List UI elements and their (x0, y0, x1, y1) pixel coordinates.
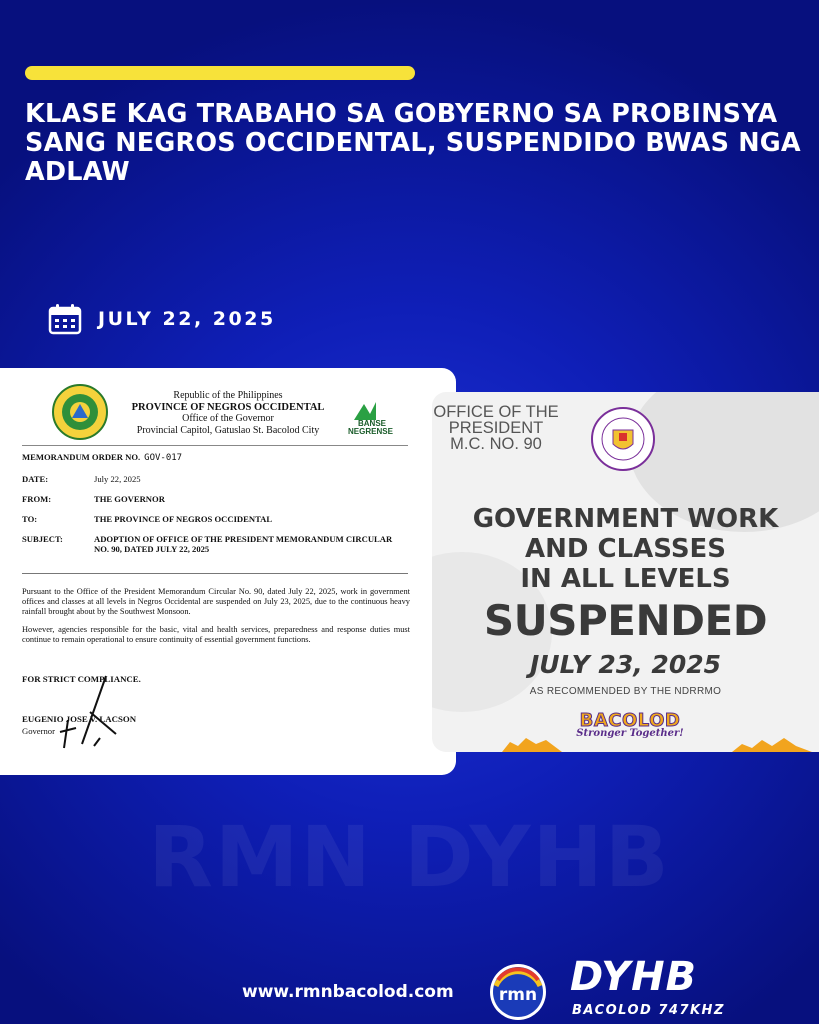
suspended-label: SUSPENDED (483, 596, 768, 645)
svg-text:NEGRENSE: NEGRENSE (348, 427, 393, 436)
website-link[interactable]: www.rmnbacolod.com (242, 982, 454, 1002)
accent-bar (25, 66, 415, 80)
date-row (48, 303, 276, 335)
recommendation-note: AS RECOMMENDED BY THE NDRRMO (529, 686, 722, 697)
calendar-icon (48, 303, 82, 335)
rmn-logo-icon (488, 962, 548, 1022)
address-line: Provincial Capitol, Gatuslao St. Bacolod City (136, 424, 320, 436)
memorandum-card: Republic of the Philippines PROVINCE OF NEGROS OCCIDENTAL Office of the Governor Provincial Capitol, Gatuslao St. Bacolod City BANSE NEGRENSE MEMORANDUM ORDER NO. GOV-017 DATE: July 22, 2025 FROM: THE GOVERNOR TO: THE PROVINCE OF NEGROS OCCIDENTAL SUBJECT: ADOPTION OF OFFICE OF THE PRESIDENT MEMORANDUM CIRCULAR NO. 90, DATED JULY 22, 2025 Pursuant to the Office of the President Memorandum Circular No. 90, dated July 22, 2025, work in government offices and classes at all levels in Negros Occidental are suspended on July 23, 2025, due to the continuous heavy rainfall brought about by the Southwest Monsoon. However, agencies responsible for the basic, vital and health services, preparedness and response duties must continue to remain operational to ensure continuity of essential government functions. FOR STRICT COMPLIANCE. EUGENIO JOSE V. LACSON Governor (0, 368, 456, 775)
signer-title: Governor (22, 726, 55, 736)
republic-line: Republic of the Philippines (173, 390, 283, 401)
memo-paragraph: Pursuant to the Office of the President Memorandum Circular No. 90, dated July 22, 2025, work in government offices and classes at all levels in Negros Occidental are suspended on July 23, 2025, due to the continuous heavy rainfall brought about by the Southwest Monsoon. (22, 587, 410, 617)
office-reference: OFFICE OF THE PRESIDENT M.C. NO. 90 (433, 403, 559, 453)
divider (22, 573, 408, 574)
suspension-date: JULY 23, 2025 (529, 650, 721, 679)
province-line: PROVINCE OF NEGROS OCCIDENTAL (131, 401, 325, 413)
decoration-icon (502, 734, 562, 752)
station-frequency: BACOLOD 747KHZ (572, 1003, 725, 1018)
bacolod-brand-logo: BACOLOD Stronger Together! (576, 710, 684, 739)
rmn-logo-text: rmn (498, 985, 538, 1005)
announcement-card (432, 392, 819, 752)
headline: KLASE KAG TRABAHO SA GOBYERNO SA PROBINSYA SANG NEGROS OCCIDENTAL, SUSPENDIDO BWAS NGA ADLAW (25, 99, 801, 187)
decoration-icon (732, 734, 812, 752)
announcement-heading: GOVERNMENT WORK AND CLASSES IN ALL LEVELS (472, 504, 779, 594)
memo-paragraph: However, agencies responsible for the basic, vital and health services, preparedness and response duties must continue to remain operational to ensure continuity of essential government functions. (22, 624, 410, 644)
compliance-line: FOR STRICT COMPLIANCE. (22, 674, 141, 684)
post-date: JULY 22, 2025 (98, 308, 276, 330)
station-call-sign: DYHB (570, 954, 698, 1000)
office-line: Office of the Governor (182, 413, 274, 424)
abanse-negrense-logo-icon (346, 398, 406, 436)
signer-name: EUGENIO JOSE V. LACSON (22, 714, 137, 724)
divider (22, 445, 408, 446)
signature-icon (54, 668, 134, 758)
watermark: RMN DYHB (148, 808, 671, 906)
memo-body (22, 587, 410, 652)
memo-order-number: MEMORANDUM ORDER NO. GOV-017 (22, 452, 183, 463)
city-of-bacolod-seal-icon (590, 406, 656, 472)
svg-text:BANSE: BANSE (358, 419, 387, 428)
